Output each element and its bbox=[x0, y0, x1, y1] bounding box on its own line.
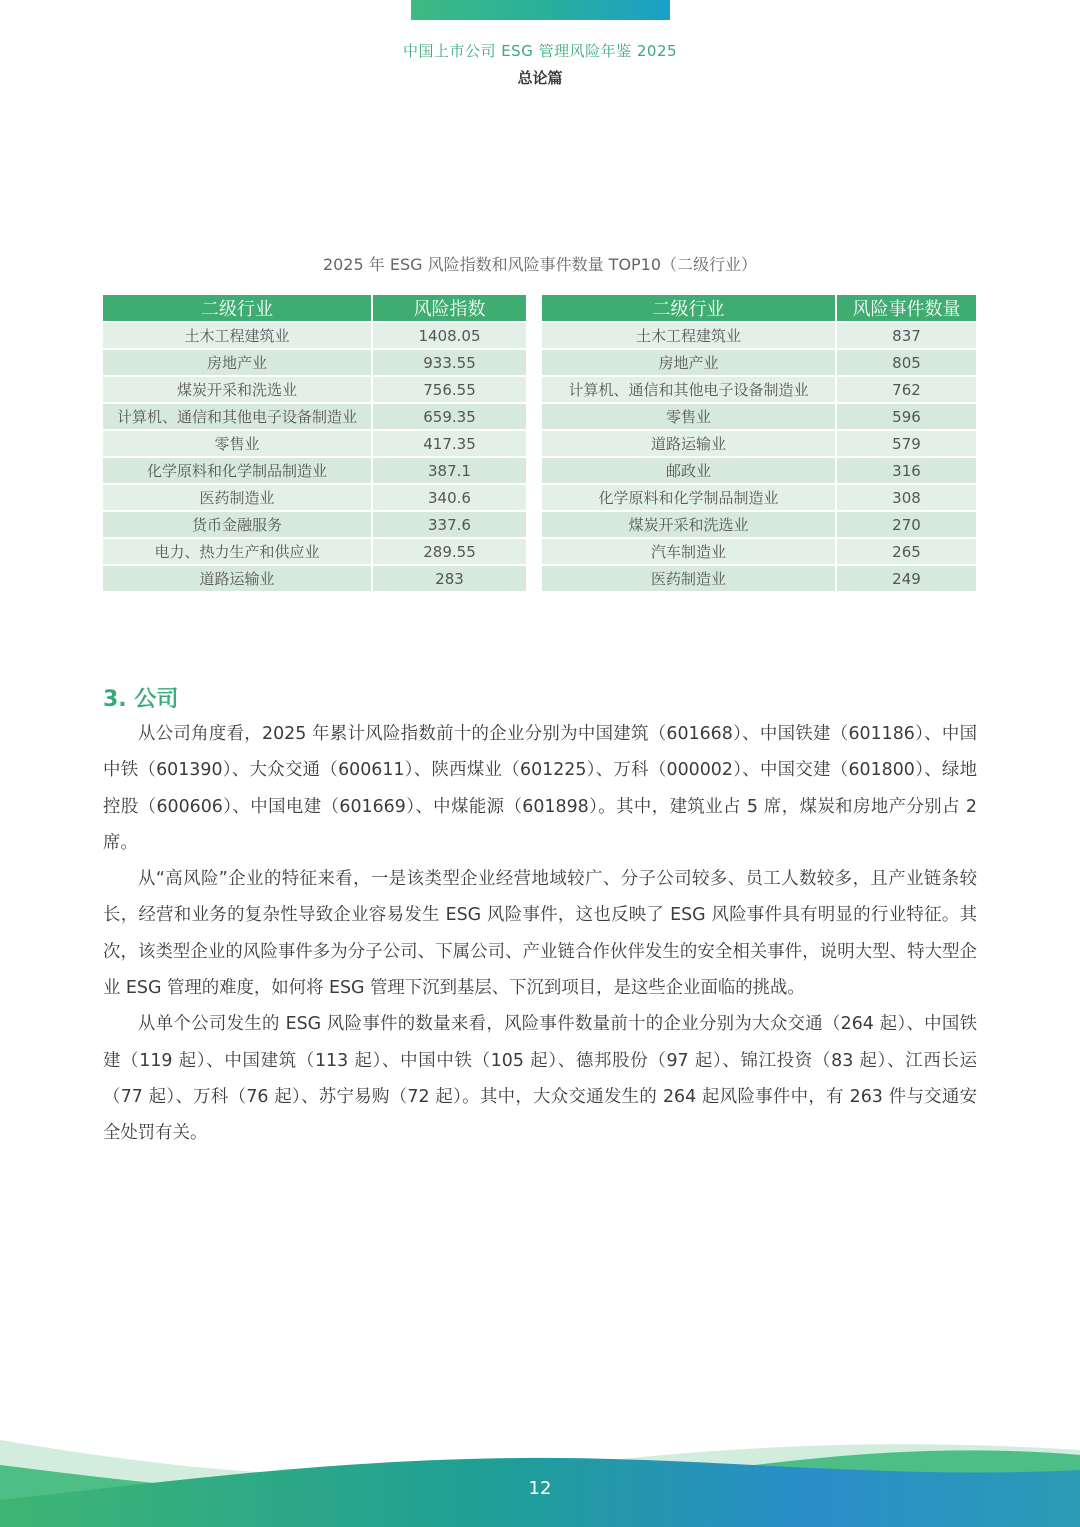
value-cell: 417.35 bbox=[371, 429, 526, 456]
industry-cell: 煤炭开采和洗选业 bbox=[542, 510, 835, 537]
value-cell: 337.6 bbox=[371, 510, 526, 537]
table-row bbox=[103, 375, 526, 402]
industry-cell: 煤炭开采和洗选业 bbox=[103, 375, 371, 402]
page-number: 12 bbox=[528, 1478, 552, 1499]
table-row bbox=[542, 429, 976, 456]
paragraph: 从“高风险”企业的特征来看，一是该类型企业经营地域较广、分子公司较多、员工人数较多，且产业链条较长，经营和业务的复杂性导致企业容易发生 ESG 风险事件，这也反映了 ESG 风险事件具有明显的行业特征。其次，该类型企业的风险事件多为分子公司、下属公司、产业链合作伙伴发生的安全相关事件，说明大型、特大型企业 ESG 管理的难度，如何将 ESG 管理下沉到基层、下沉到项目，是这些企业面临的挑战。 bbox=[103, 869, 977, 999]
table-row bbox=[103, 564, 526, 591]
value-cell: 659.35 bbox=[371, 402, 526, 429]
value-cell: 579 bbox=[835, 429, 976, 456]
value-cell: 249 bbox=[835, 564, 976, 591]
table-row bbox=[103, 429, 526, 456]
paragraph: 从公司角度看，2025 年累计风险指数前十的企业分别为中国建筑（601668）、中国铁建（601186）、中国中铁（601390）、大众交通（600611）、陕西煤业（601225）、万科（000002）、中国交建（601800）、绿地控股（600606）、中国电建（601669）、中煤能源（601898）。其中，建筑业占 5 席，煤炭和房地产分别占 2 席。 bbox=[103, 724, 977, 853]
table-row bbox=[542, 483, 976, 510]
industry-cell: 房地产业 bbox=[103, 348, 371, 375]
table-caption: 2025 年 ESG 风险指数和风险事件数量 TOP10（二级行业） bbox=[322, 255, 758, 274]
industry-cell: 邮政业 bbox=[542, 456, 835, 483]
value-cell: 289.55 bbox=[371, 537, 526, 564]
risk-index-table bbox=[103, 295, 526, 591]
industry-cell: 房地产业 bbox=[542, 348, 835, 375]
table-row bbox=[103, 402, 526, 429]
industry-cell: 土木工程建筑业 bbox=[103, 321, 371, 348]
industry-cell: 汽车制造业 bbox=[542, 537, 835, 564]
table-row bbox=[103, 537, 526, 564]
value-cell: 596 bbox=[835, 402, 976, 429]
table-row bbox=[542, 510, 976, 537]
column-header-event-count: 风险事件数量 bbox=[835, 295, 976, 321]
table-row bbox=[542, 564, 976, 591]
table-row bbox=[103, 456, 526, 483]
industry-cell: 土木工程建筑业 bbox=[542, 321, 835, 348]
table-row bbox=[542, 537, 976, 564]
table-row bbox=[542, 402, 976, 429]
column-header-risk-index: 风险指数 bbox=[371, 295, 526, 321]
industry-cell: 零售业 bbox=[542, 402, 835, 429]
table-row bbox=[542, 375, 976, 402]
value-cell: 340.6 bbox=[371, 483, 526, 510]
column-header-industry: 二级行业 bbox=[103, 295, 371, 321]
value-cell: 265 bbox=[835, 537, 976, 564]
chapter-title: 总论篇 bbox=[517, 69, 563, 87]
table-row bbox=[542, 456, 976, 483]
table-row bbox=[103, 348, 526, 375]
industry-cell: 零售业 bbox=[103, 429, 371, 456]
footer-wave-decoration bbox=[0, 1420, 1080, 1527]
table-row bbox=[542, 321, 976, 348]
industry-cell: 道路运输业 bbox=[103, 564, 371, 591]
value-cell: 756.55 bbox=[371, 375, 526, 402]
value-cell: 805 bbox=[835, 348, 976, 375]
value-cell: 762 bbox=[835, 375, 976, 402]
value-cell: 387.1 bbox=[371, 456, 526, 483]
paragraph: 从单个公司发生的 ESG 风险事件的数量来看，风险事件数量前十的企业分别为大众交通（264 起）、中国铁建（119 起）、中国建筑（113 起）、中国中铁（105 起）、德邦股份（97 起）、锦江投资（83 起）、江西长运（77 起）、万科（76 起）、苏宁易购（72 起）。其中，大众交通发生的 264 起风险事件中，有 263 件与交通安全处罚有关。 bbox=[103, 1014, 977, 1144]
industry-cell: 医药制造业 bbox=[103, 483, 371, 510]
industry-cell: 化学原料和化学制品制造业 bbox=[542, 483, 835, 510]
industry-cell: 计算机、通信和其他电子设备制造业 bbox=[542, 375, 835, 402]
value-cell: 308 bbox=[835, 483, 976, 510]
value-cell: 316 bbox=[835, 456, 976, 483]
value-cell: 1408.05 bbox=[371, 321, 526, 348]
value-cell: 933.55 bbox=[371, 348, 526, 375]
table-row bbox=[103, 321, 526, 348]
header-accent-bar bbox=[411, 0, 670, 20]
value-cell: 837 bbox=[835, 321, 976, 348]
industry-cell: 货币金融服务 bbox=[103, 510, 371, 537]
table-row bbox=[103, 510, 526, 537]
industry-cell: 道路运输业 bbox=[542, 429, 835, 456]
industry-cell: 化学原料和化学制品制造业 bbox=[103, 456, 371, 483]
section-heading: 3. 公司 bbox=[103, 687, 179, 712]
publication-title: 中国上市公司 ESG 管理风险年鉴 2025 bbox=[402, 42, 678, 60]
value-cell: 270 bbox=[835, 510, 976, 537]
table-row bbox=[103, 483, 526, 510]
industry-cell: 计算机、通信和其他电子设备制造业 bbox=[103, 402, 371, 429]
industry-cell: 医药制造业 bbox=[542, 564, 835, 591]
value-cell: 283 bbox=[371, 564, 526, 591]
risk-event-count-table bbox=[542, 295, 976, 591]
industry-cell: 电力、热力生产和供应业 bbox=[103, 537, 371, 564]
column-header-industry: 二级行业 bbox=[542, 295, 835, 321]
table-row bbox=[542, 348, 976, 375]
section-body bbox=[103, 716, 977, 1152]
